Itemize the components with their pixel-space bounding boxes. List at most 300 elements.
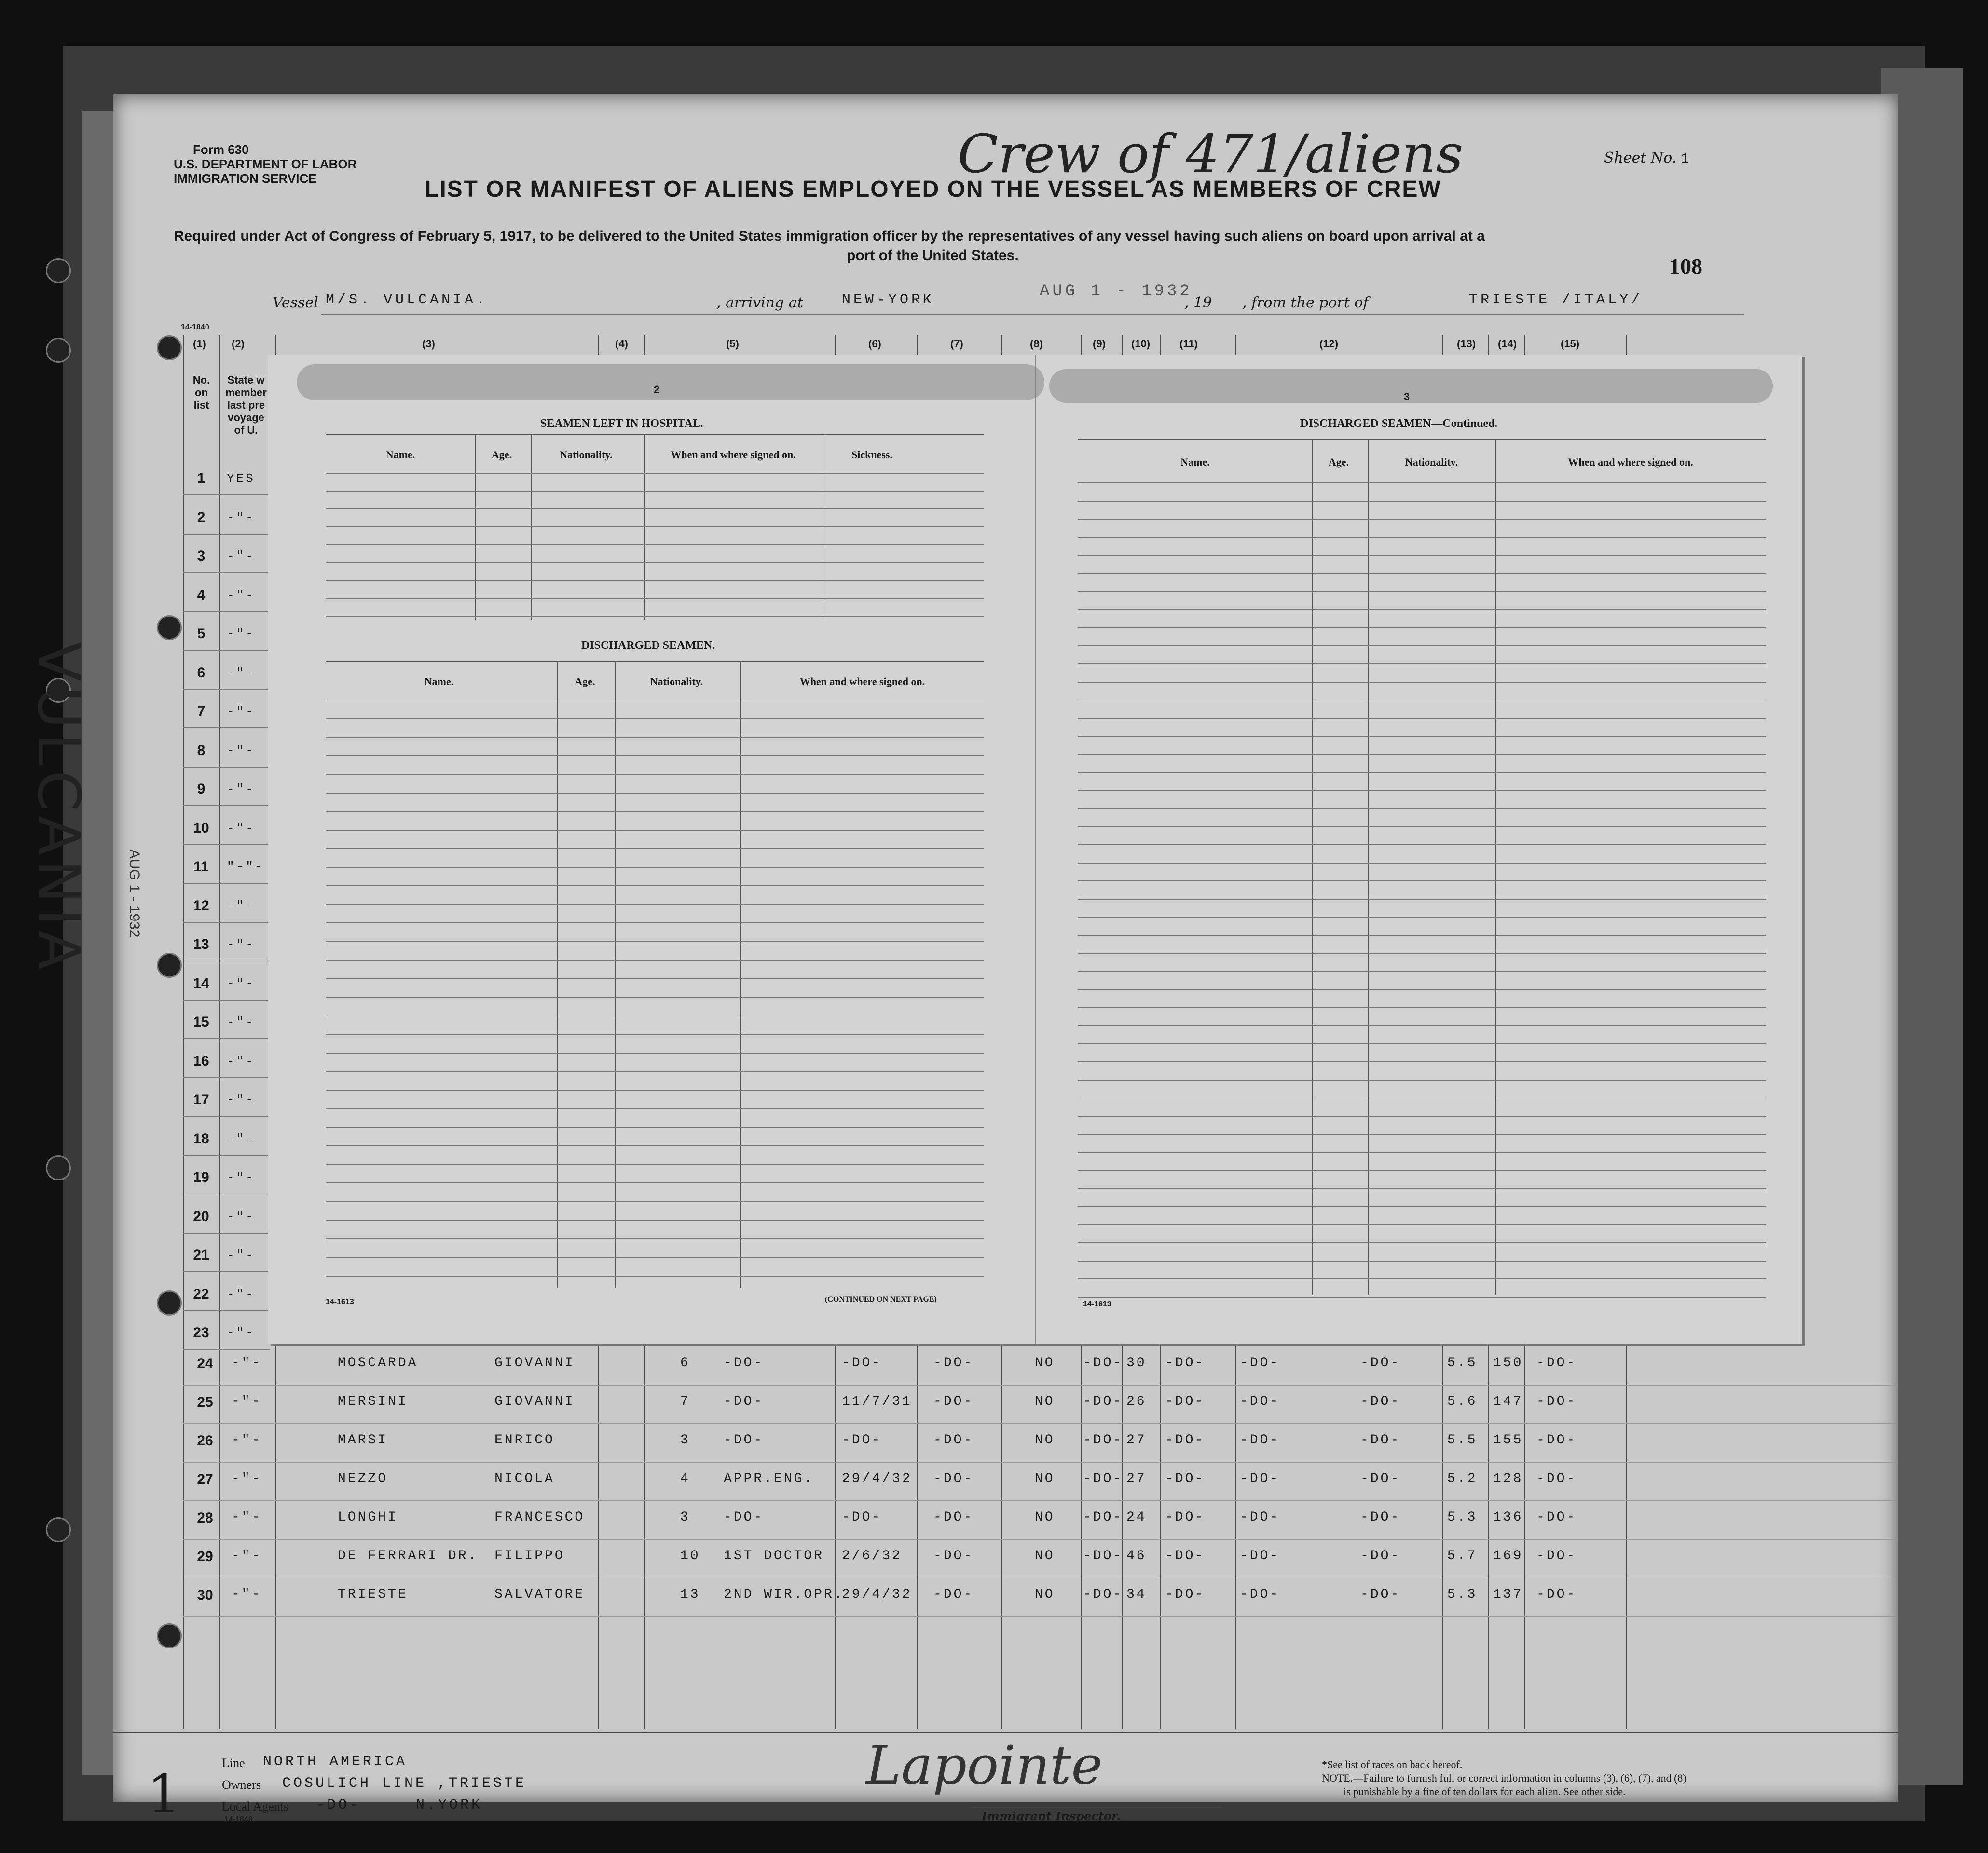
cell-col2: -"- xyxy=(232,1394,262,1409)
cell-surname: MERSINI xyxy=(338,1394,408,1409)
row-rule xyxy=(183,1385,1898,1386)
cell-c9: -DO- xyxy=(1083,1471,1124,1486)
discharged-row-rule xyxy=(326,1034,984,1035)
row-state-value: -"- xyxy=(227,588,255,603)
cell-c5: 1ST DOCTOR xyxy=(724,1549,824,1564)
discharged-row-rule xyxy=(326,1053,984,1054)
arriving-port: NEW-YORK xyxy=(842,292,935,308)
vessel-line xyxy=(273,282,1744,316)
cell-c6: 29/4/32 xyxy=(842,1471,912,1486)
row-state-value: -"- xyxy=(227,898,255,913)
discharged-continued-row-rule xyxy=(1078,808,1766,809)
cell-c9: -DO- xyxy=(1083,1394,1124,1409)
discharged-continued-row-rule xyxy=(1078,754,1766,755)
cell-c10: -DO- xyxy=(1165,1394,1206,1409)
row-state-value: -"- xyxy=(227,549,255,563)
row-rule xyxy=(183,572,270,573)
row-number: 17 xyxy=(193,1092,209,1108)
cell-c4: 7 xyxy=(680,1394,690,1409)
table-column-rule xyxy=(1312,439,1313,1295)
discharged-continued-row-rule xyxy=(1078,1278,1766,1279)
hospital-title: SEAMEN LEFT IN HOSPITAL. xyxy=(540,417,703,430)
discharged-continued-row-rule xyxy=(1078,1025,1766,1026)
row-number: 14 xyxy=(193,975,209,991)
table-row xyxy=(113,1549,1898,1578)
row-state-value: -"- xyxy=(227,627,255,641)
row-rule xyxy=(183,1038,270,1039)
cell-c15: -DO- xyxy=(1536,1510,1577,1525)
cell-c10: -DO- xyxy=(1165,1549,1206,1564)
cell-c12: -DO- xyxy=(1360,1356,1401,1371)
discharged-continued-row-rule xyxy=(1078,1297,1766,1298)
row-rule xyxy=(183,1155,270,1156)
hospital-col-header: When and where signed on. xyxy=(671,449,796,461)
cell-c5: -DO- xyxy=(724,1394,764,1409)
cell-weight: 150 xyxy=(1493,1356,1523,1371)
row-number: 13 xyxy=(193,936,209,952)
row-rule xyxy=(183,844,270,845)
row-state-value: -"- xyxy=(227,1054,255,1069)
discharged-continued-row-rule xyxy=(1078,1116,1766,1117)
cell-no: 27 xyxy=(197,1471,213,1487)
cell-c9: -DO- xyxy=(1083,1356,1124,1371)
row-rule xyxy=(183,1616,1898,1617)
row-number: 1 xyxy=(197,470,206,486)
cell-c11: -DO- xyxy=(1240,1587,1280,1602)
binder-hole xyxy=(46,258,71,283)
row-number: 19 xyxy=(193,1169,209,1185)
discharged-row-rule xyxy=(326,1127,984,1128)
cell-height: 5.3 xyxy=(1447,1587,1478,1602)
cell-age: 27 xyxy=(1126,1433,1147,1448)
cell-age: 26 xyxy=(1126,1394,1147,1409)
row-state-value: -"- xyxy=(227,976,255,991)
row-number: 8 xyxy=(197,742,206,758)
discharged-title: DISCHARGED SEAMEN. xyxy=(581,639,715,652)
page-2-number: 2 xyxy=(654,384,660,396)
hospital-row-rule xyxy=(326,598,984,599)
cell-c4: 3 xyxy=(680,1510,690,1525)
column-number: (3) xyxy=(422,338,435,350)
row-number: 20 xyxy=(193,1208,209,1224)
binder-hole xyxy=(157,615,182,640)
row-rule xyxy=(183,1462,1898,1463)
discharged-row-rule xyxy=(326,1201,984,1202)
discharged-continued-row-rule xyxy=(1078,989,1766,990)
cell-c4: 4 xyxy=(680,1471,690,1486)
fold-line xyxy=(1035,355,1036,1344)
discharged-continued-row-rule xyxy=(1078,863,1766,864)
cell-c6: 29/4/32 xyxy=(842,1587,912,1602)
column-number: (2) xyxy=(232,338,245,350)
cell-c12: -DO- xyxy=(1360,1433,1401,1448)
row-rule xyxy=(183,1000,270,1001)
cell-no: 24 xyxy=(197,1356,213,1372)
discharged-continued-col-header: Name. xyxy=(1180,456,1210,468)
discharged-row-rule xyxy=(326,1071,984,1072)
row-number: 18 xyxy=(193,1130,209,1147)
discharged-row-rule xyxy=(326,1090,984,1091)
form-number: Form 630 xyxy=(193,142,249,157)
cell-height: 5.6 xyxy=(1447,1394,1478,1409)
cell-c11: -DO- xyxy=(1240,1433,1280,1448)
cell-age: 24 xyxy=(1126,1510,1147,1525)
service: IMMIGRATION SERVICE xyxy=(174,171,317,186)
row-rule xyxy=(183,883,270,884)
discharged-col-header: Age. xyxy=(575,675,595,687)
cell-weight: 137 xyxy=(1493,1587,1523,1602)
discharged-row-rule xyxy=(326,1257,984,1258)
column-number: (14) xyxy=(1498,338,1517,350)
row-number: 2 xyxy=(197,509,206,525)
hospital-col-header: Sickness. xyxy=(851,449,892,461)
cell-c7: -DO- xyxy=(933,1356,974,1371)
column-number: (11) xyxy=(1179,338,1198,350)
row-number: 5 xyxy=(197,626,206,642)
cell-age: 34 xyxy=(1126,1587,1147,1602)
row-rule xyxy=(183,1423,1898,1424)
cell-c11: -DO- xyxy=(1240,1394,1280,1409)
cell-c7: -DO- xyxy=(933,1549,974,1564)
discharged-continued-row-rule xyxy=(1078,1188,1766,1189)
row-state-value: "-"- xyxy=(227,860,265,874)
cell-c5: 2ND WIR.OPR. xyxy=(724,1587,844,1602)
discharged-row-rule xyxy=(326,1238,984,1239)
cell-c8: NO xyxy=(1035,1510,1055,1525)
col2-header: State w member last pre voyage of U. xyxy=(225,374,267,436)
agents-label: Local Agents xyxy=(222,1799,288,1813)
cell-c12: -DO- xyxy=(1360,1394,1401,1409)
row-rule xyxy=(183,727,270,728)
row-number: 21 xyxy=(193,1247,209,1263)
line-label: Line xyxy=(222,1756,245,1770)
discharged-continued-row-rule xyxy=(1078,736,1766,737)
row-state-value: -"- xyxy=(227,1170,255,1185)
margin-mark: 1 xyxy=(147,1763,181,1825)
footnote-penalty-2: is punishable by a fine of ten dollars for each alien. See other side. xyxy=(1344,1785,1626,1798)
cell-c5: -DO- xyxy=(724,1356,764,1371)
discharged-col-header: Name. xyxy=(424,675,454,687)
cell-c15: -DO- xyxy=(1536,1356,1577,1371)
cell-col2: -"- xyxy=(232,1356,262,1371)
discharged-row-rule xyxy=(326,811,984,812)
discharged-continued-row-rule xyxy=(1078,826,1766,827)
row-rule xyxy=(183,1116,270,1117)
sheet-value: 1 xyxy=(1680,151,1692,167)
discharged-continued-row-rule xyxy=(1078,555,1766,556)
continued-note: (CONTINUED ON NEXT PAGE) xyxy=(825,1295,937,1304)
cell-c15: -DO- xyxy=(1536,1549,1577,1564)
hospital-row-rule xyxy=(326,526,984,527)
table-column-rule xyxy=(1495,439,1496,1295)
row-rule xyxy=(183,1233,270,1234)
column-number: (8) xyxy=(1030,338,1043,350)
cell-c8: NO xyxy=(1035,1356,1055,1371)
discharged-continued-row-rule xyxy=(1078,1152,1766,1153)
cell-surname: LONGHI xyxy=(338,1510,398,1525)
year-label: , 19 xyxy=(1184,294,1212,311)
cell-c9: -DO- xyxy=(1083,1587,1124,1602)
vessel-label: Vessel xyxy=(273,294,318,311)
footnote-races: *See list of races on back hereof. xyxy=(1322,1758,1463,1771)
discharged-continued-row-rule xyxy=(1078,1224,1766,1225)
discharged-row-rule xyxy=(326,941,984,942)
cell-c10: -DO- xyxy=(1165,1471,1206,1486)
discharged-continued-col-header: Nationality. xyxy=(1405,456,1458,468)
row-rule xyxy=(183,767,270,768)
arrival-date-stamp: AUG 1 - 1932 xyxy=(1040,282,1193,301)
cell-no: 28 xyxy=(197,1510,213,1526)
discharged-continued-row-rule xyxy=(1078,1261,1766,1262)
hospital-row-rule xyxy=(326,473,984,474)
row-number: 4 xyxy=(197,587,206,603)
row-rule xyxy=(183,1271,270,1272)
cell-c6: -DO- xyxy=(842,1356,882,1371)
binder-hole xyxy=(157,1290,182,1316)
cell-c5: -DO- xyxy=(724,1510,764,1525)
row-rule xyxy=(183,534,270,535)
discharged-row-rule xyxy=(326,737,984,738)
discharged-continued-row-rule xyxy=(1078,519,1766,520)
row-number: 7 xyxy=(197,703,206,719)
row-state-value: -"- xyxy=(227,821,255,836)
hospital-discharged-overlay-sheet xyxy=(268,355,1802,1344)
row-state-value: -"- xyxy=(227,1209,255,1224)
cell-c15: -DO- xyxy=(1536,1394,1577,1409)
cell-height: 5.5 xyxy=(1447,1433,1478,1448)
cell-surname: DE FERRARI DR. xyxy=(338,1549,479,1564)
discharged-continued-row-rule xyxy=(1078,591,1766,592)
cell-height: 5.7 xyxy=(1447,1549,1478,1564)
binder-hole xyxy=(157,953,182,978)
cell-c12: -DO- xyxy=(1360,1471,1401,1486)
column-number: (7) xyxy=(950,338,963,350)
table-row xyxy=(113,1394,1898,1423)
cell-weight: 136 xyxy=(1493,1510,1523,1525)
discharged-row-rule xyxy=(326,774,984,775)
discharged-continued-row-rule xyxy=(1078,1134,1766,1135)
cell-col2: -"- xyxy=(232,1587,262,1602)
cell-c12: -DO- xyxy=(1360,1510,1401,1525)
requirement-text-2: port of the United States. xyxy=(847,247,1019,263)
binder-hole xyxy=(157,1623,182,1648)
discharged-row-rule xyxy=(326,848,984,849)
cell-c8: NO xyxy=(1035,1549,1055,1564)
hospital-row-rule xyxy=(326,491,984,492)
cell-c10: -DO- xyxy=(1165,1510,1206,1525)
discharged-row-rule xyxy=(326,755,984,756)
row-rule xyxy=(183,494,270,495)
row-state-value: YES xyxy=(227,471,255,486)
row-rule xyxy=(183,689,270,690)
discharged-continued-row-rule xyxy=(1078,917,1766,918)
row-state-value: -"- xyxy=(227,1248,255,1263)
cell-surname: TRIESTE xyxy=(338,1587,408,1602)
department: U.S. DEPARTMENT OF LABOR xyxy=(174,157,357,171)
cell-c4: 6 xyxy=(680,1356,690,1371)
discharged-continued-row-rule xyxy=(1078,627,1766,628)
hospital-row-rule xyxy=(326,616,984,617)
cell-c12: -DO- xyxy=(1360,1549,1401,1564)
discharged-continued-row-rule xyxy=(1078,953,1766,954)
cell-c8: NO xyxy=(1035,1394,1055,1409)
column-number: (4) xyxy=(615,338,628,350)
discharged-row-rule xyxy=(326,1108,984,1109)
cell-c8: NO xyxy=(1035,1433,1055,1448)
discharged-continued-row-rule xyxy=(1078,1080,1766,1081)
table-bottom-line xyxy=(113,1732,1898,1733)
cell-c4: 3 xyxy=(680,1433,690,1448)
cell-c8: NO xyxy=(1035,1471,1055,1486)
discharged-continued-row-rule xyxy=(1078,609,1766,610)
cell-c7: -DO- xyxy=(933,1394,974,1409)
row-rule xyxy=(183,1500,1898,1501)
cell-given: SALVATORE xyxy=(494,1587,585,1602)
discharged-continued-col-header: When and where signed on. xyxy=(1568,456,1693,468)
cell-c11: -DO- xyxy=(1240,1356,1280,1371)
cell-no: 29 xyxy=(197,1549,213,1565)
signature-line xyxy=(972,1807,1223,1808)
row-number: 11 xyxy=(193,859,209,875)
discharged-continued-row-rule xyxy=(1078,1007,1766,1008)
discharged-continued-row-rule xyxy=(1078,971,1766,972)
row-number: 9 xyxy=(197,781,206,797)
discharged-continued-row-rule xyxy=(1078,790,1766,791)
cell-height: 5.3 xyxy=(1447,1510,1478,1525)
cell-surname: NEZZO xyxy=(338,1471,388,1486)
hospital-col-header: Nationality. xyxy=(560,449,613,461)
discharged-continued-row-rule xyxy=(1078,844,1766,845)
table-row xyxy=(113,1433,1898,1462)
row-rule xyxy=(183,1539,1898,1540)
inspector-label: Immigrant Inspector. xyxy=(982,1809,1121,1823)
discharged-row-rule xyxy=(326,904,984,905)
cell-c7: -DO- xyxy=(933,1510,974,1525)
row-number: 16 xyxy=(193,1053,209,1069)
hospital-col-header: Name. xyxy=(385,449,415,461)
row-state-value: -"- xyxy=(227,1131,255,1146)
owners-label: Owners xyxy=(222,1778,261,1792)
row-state-value: -"- xyxy=(227,1093,255,1107)
discharged-continued-row-rule xyxy=(1078,682,1766,683)
cell-given: ENRICO xyxy=(494,1433,555,1448)
row-rule xyxy=(183,1349,270,1350)
discharged-row-rule xyxy=(326,960,984,961)
footnote-penalty: NOTE.—Failure to furnish full or correct information in columns (3), (6), (7), and (8) xyxy=(1322,1772,1686,1784)
discharged-continued-row-rule xyxy=(1078,663,1766,664)
table-row xyxy=(113,1510,1898,1539)
row-rule xyxy=(183,805,270,806)
table-rule xyxy=(326,661,984,662)
discharged-row-rule xyxy=(326,978,984,979)
cell-c9: -DO- xyxy=(1083,1433,1124,1448)
row-number: 6 xyxy=(197,664,206,681)
hospital-row-rule xyxy=(326,562,984,563)
page-number: 108 xyxy=(1669,254,1702,278)
stain xyxy=(297,364,1044,400)
cell-c7: -DO- xyxy=(933,1471,974,1486)
row-state-value: -"- xyxy=(227,510,255,525)
requirement-text: Required under Act of Congress of February 5, 1917, to be delivered to the United States immigration officer by the representatives of any vessel having such aliens on board upon arrival at a xyxy=(174,228,1485,244)
cell-given: FILIPPO xyxy=(494,1549,565,1564)
discharged-row-rule xyxy=(326,885,984,886)
discharged-row-rule xyxy=(326,718,984,719)
column-number: (15) xyxy=(1561,338,1580,350)
cell-c6: -DO- xyxy=(842,1510,882,1525)
binder-hole xyxy=(157,335,182,360)
hospital-row-rule xyxy=(326,580,984,581)
hospital-row-rule xyxy=(326,508,984,509)
vessel-underline xyxy=(321,314,1744,315)
cell-c9: -DO- xyxy=(1083,1510,1124,1525)
row-state-value: -"- xyxy=(227,704,255,719)
cell-col2: -"- xyxy=(232,1433,262,1448)
page-3-number: 3 xyxy=(1404,391,1410,403)
discharged-continued-row-rule xyxy=(1078,1043,1766,1044)
cell-given: NICOLA xyxy=(494,1471,555,1486)
sheet-number xyxy=(1604,150,1692,167)
discharged-row-rule xyxy=(326,1276,984,1277)
discharged-continued-row-rule xyxy=(1078,645,1766,646)
discharged-continued-row-rule xyxy=(1078,899,1766,900)
table-column-rule xyxy=(1368,439,1369,1295)
cell-surname: MARSI xyxy=(338,1433,388,1448)
table-rule xyxy=(326,434,984,435)
cell-given: FRANCESCO xyxy=(494,1510,585,1525)
row-rule xyxy=(183,1077,270,1078)
discharged-continued-row-rule xyxy=(1078,718,1766,719)
table-rule xyxy=(1078,439,1766,440)
column-number: (5) xyxy=(726,338,739,350)
column-number: (12) xyxy=(1319,338,1339,350)
footer-code: 14-1840 xyxy=(224,1815,253,1824)
row-number: 15 xyxy=(193,1014,209,1030)
cell-c4: 10 xyxy=(680,1549,700,1564)
discharged-row-rule xyxy=(326,793,984,794)
cell-weight: 155 xyxy=(1493,1433,1523,1448)
cell-c7: -DO- xyxy=(933,1587,974,1602)
line-value: NORTH AMERICA xyxy=(263,1754,408,1770)
cell-c4: 13 xyxy=(680,1587,700,1602)
handwritten-crew-note: Crew of 471/aliens xyxy=(958,123,1464,185)
discharged-row-rule xyxy=(326,867,984,868)
discharged-row-rule xyxy=(326,922,984,923)
column-number: (6) xyxy=(868,338,881,350)
cell-c11: -DO- xyxy=(1240,1471,1280,1486)
cell-weight: 128 xyxy=(1493,1471,1523,1486)
discharged-row-rule xyxy=(326,1182,984,1183)
row-number: 10 xyxy=(193,820,209,836)
sheet-label: Sheet No. xyxy=(1604,150,1677,166)
vessel-name: M/S. VULCANIA. xyxy=(326,292,488,308)
cell-height: 5.2 xyxy=(1447,1471,1478,1486)
discharged-continued-row-rule xyxy=(1078,1242,1766,1243)
cell-no: 25 xyxy=(197,1394,213,1410)
row-number: 3 xyxy=(197,548,206,564)
discharged-continued-title: DISCHARGED SEAMEN—Continued. xyxy=(1300,417,1498,430)
form-code-left: 14-1613 xyxy=(326,1298,354,1306)
cell-weight: 169 xyxy=(1493,1549,1523,1564)
cell-c6: 2/6/32 xyxy=(842,1549,902,1564)
binder-hole xyxy=(46,1155,71,1180)
row-rule xyxy=(183,922,270,923)
cell-col2: -"- xyxy=(232,1549,262,1564)
cell-age: 30 xyxy=(1126,1356,1147,1371)
row-state-value: -"- xyxy=(227,665,255,680)
hospital-col-header: Age. xyxy=(491,449,512,461)
discharged-continued-row-rule xyxy=(1078,880,1766,881)
cell-c6: 11/7/31 xyxy=(842,1394,912,1409)
